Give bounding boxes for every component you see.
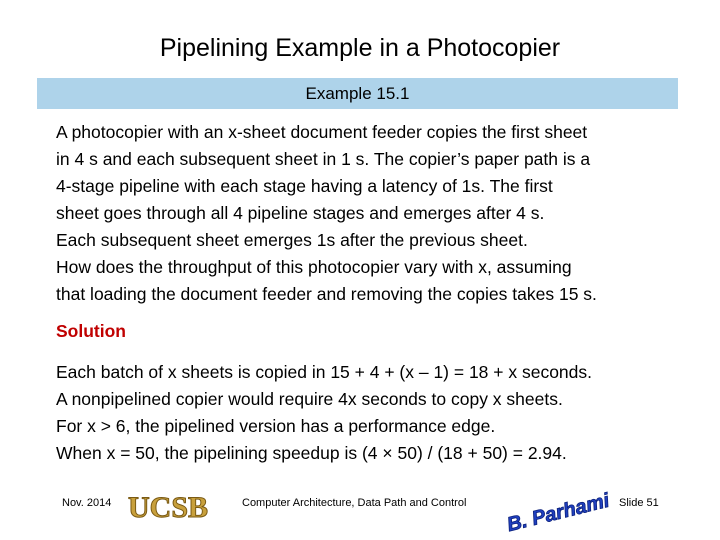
signature-logo [504, 486, 612, 537]
footer-slide-number: Slide 51 [619, 497, 659, 509]
solution-line: Each batch of x sheets is copied in 15 + 4 + (x – 1) = 18 + x seconds. [56, 362, 593, 382]
example-banner [37, 78, 678, 109]
slide-title: Pipelining Example in a Photocopier [159, 34, 561, 62]
problem-line: A photocopier with an x-sheet document feeder copies the first sheet [56, 122, 588, 142]
example-label: Example 15.1 [305, 84, 410, 103]
problem-line: Each subsequent sheet emerges 1s after the previous sheet. [56, 230, 528, 250]
svg-text:B. Parhami: B. Parhami [504, 489, 612, 537]
problem-line: How does the throughput of this photocopier vary with x, assuming [56, 257, 572, 277]
problem-line: sheet goes through all 4 pipeline stages and emerges after 4 s. [56, 203, 545, 223]
footer-date: Nov. 2014 [62, 497, 112, 509]
solution-line: When x = 50, the pipelining speedup is (4 × 50) / (18 + 50) = 2.94. [56, 443, 567, 463]
problem-line: in 4 s and each subsequent sheet in 1 s. The copier’s paper path is a [56, 149, 591, 169]
solution-line: For x > 6, the pipelined version has a performance edge. [56, 416, 496, 436]
solution-heading: Solution [56, 321, 126, 341]
problem-line: 4-stage pipeline with each stage having a latency of 1s. The first [56, 176, 553, 196]
solution-line: A nonpipelined copier would require 4x seconds to copy x sheets. [56, 389, 563, 409]
ucsb-logo [120, 486, 216, 526]
solution-text [56, 359, 696, 467]
footer-course: Computer Architecture, Data Path and Control [242, 497, 467, 509]
problem-line: that loading the document feeder and removing the copies takes 15 s. [56, 284, 597, 304]
problem-statement [56, 119, 696, 308]
svg-text:UCSB: UCSB [127, 491, 209, 524]
